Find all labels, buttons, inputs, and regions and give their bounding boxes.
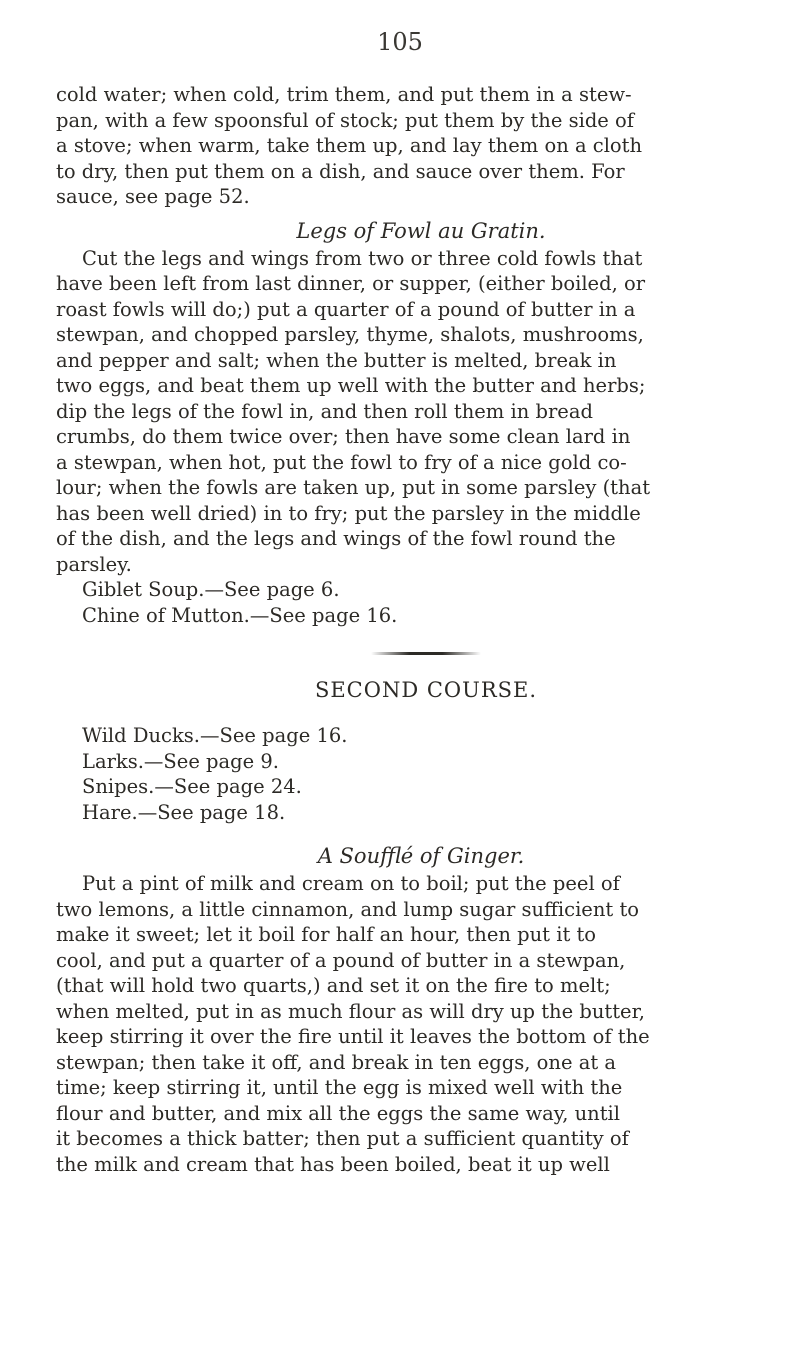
ornamental-divider [371, 652, 481, 655]
text-line: crumbs, do them twice over; then have some clean lard in [56, 425, 631, 448]
recipe-title-souffle-of-ginger: A Soufflé of Ginger. [317, 844, 525, 868]
text-line: to dry, then put them on a dish, and sauce over them. For [56, 159, 625, 183]
text-line: roast fowls will do;) put a quarter of a pound of butter in a [56, 297, 636, 321]
text-line: have been left from last dinner, or supper, (either boiled, or [56, 272, 646, 295]
text-line: Cut the legs and wings from two or three cold fowls that [82, 246, 643, 270]
text-line: it becomes a thick batter; then put a sufficient quantity of [56, 1127, 629, 1150]
cross-reference: Chine of Mutton.—See page 16. [82, 603, 398, 627]
cross-reference: Wild Ducks.—See page 16. [82, 724, 348, 747]
page-body [56, 82, 756, 1177]
text-line: when melted, put in as much flour as will dry up the butter, [56, 999, 645, 1023]
cross-reference: Giblet Soup.—See page 6. [82, 578, 340, 601]
cross-reference: Hare.—See page 18. [82, 800, 286, 824]
text-line: two eggs, and beat them up well with the butter and herbs; [56, 374, 646, 397]
text-line: flour and butter, and mix all the eggs the same way, until [56, 1101, 621, 1125]
text-line: a stove; when warm, take them up, and lay them on a cloth [56, 134, 643, 157]
text-line: has been well dried) in to fry; put the parsley in the middle [56, 501, 641, 525]
text-line: time; keep stirring it, until the egg is mixed well with the [56, 1076, 623, 1099]
page-number: 105 [377, 28, 423, 56]
text-line: a stewpan, when hot, put the fowl to fry of a nice gold co- [56, 450, 627, 474]
text-line: cold water; when cold, trim them, and put them in a stew- [56, 83, 632, 106]
opening-paragraph [56, 82, 756, 210]
text-line: lour; when the fowls are taken up, put in some parsley (that [56, 476, 651, 499]
text-line: cool, and put a quarter of a pound of butter in a stewpan, [56, 948, 626, 972]
recipe-body-legs-of-fowl [56, 246, 756, 578]
recipe-title-legs-of-fowl: Legs of Fowl au Gratin. [296, 218, 546, 243]
text-line: keep stirring it over the fire until it leaves the bottom of the [56, 1025, 650, 1048]
text-line: dip the legs of the fowl in, and then roll them in bread [56, 399, 593, 423]
cross-references-first-course [56, 577, 756, 628]
text-line: and pepper and salt; when the butter is melted, break in [56, 348, 617, 372]
text-line: stewpan, and chopped parsley, thyme, shalots, mushrooms, [56, 323, 644, 346]
text-line: the milk and cream that has been boiled, beat it up well [56, 1152, 610, 1176]
cross-references-second-course [56, 723, 756, 825]
text-line: Put a pint of milk and cream on to boil; put the peel of [82, 872, 620, 895]
cross-reference: Snipes.—See page 24. [82, 775, 302, 798]
text-line: pan, with a few spoonsful of stock; put them by the side of [56, 108, 635, 132]
recipe-body-souffle-of-ginger [56, 871, 756, 1177]
text-line: (that will hold two quarts,) and set it on the fire to melt; [56, 974, 611, 997]
text-line: sauce, see page 52. [56, 185, 250, 208]
text-line: of the dish, and the legs and wings of the fowl round the [56, 527, 616, 550]
text-line: stewpan; then take it off, and break in ten eggs, one at a [56, 1050, 616, 1074]
cross-reference: Larks.—See page 9. [82, 749, 279, 773]
text-line: make it sweet; let it boil for half an hour, then put it to [56, 923, 597, 946]
section-heading-second-course: SECOND COURSE. [314, 678, 538, 702]
text-line: parsley. [56, 552, 132, 576]
text-line: two lemons, a little cinnamon, and lump sugar sufficient to [56, 897, 640, 921]
